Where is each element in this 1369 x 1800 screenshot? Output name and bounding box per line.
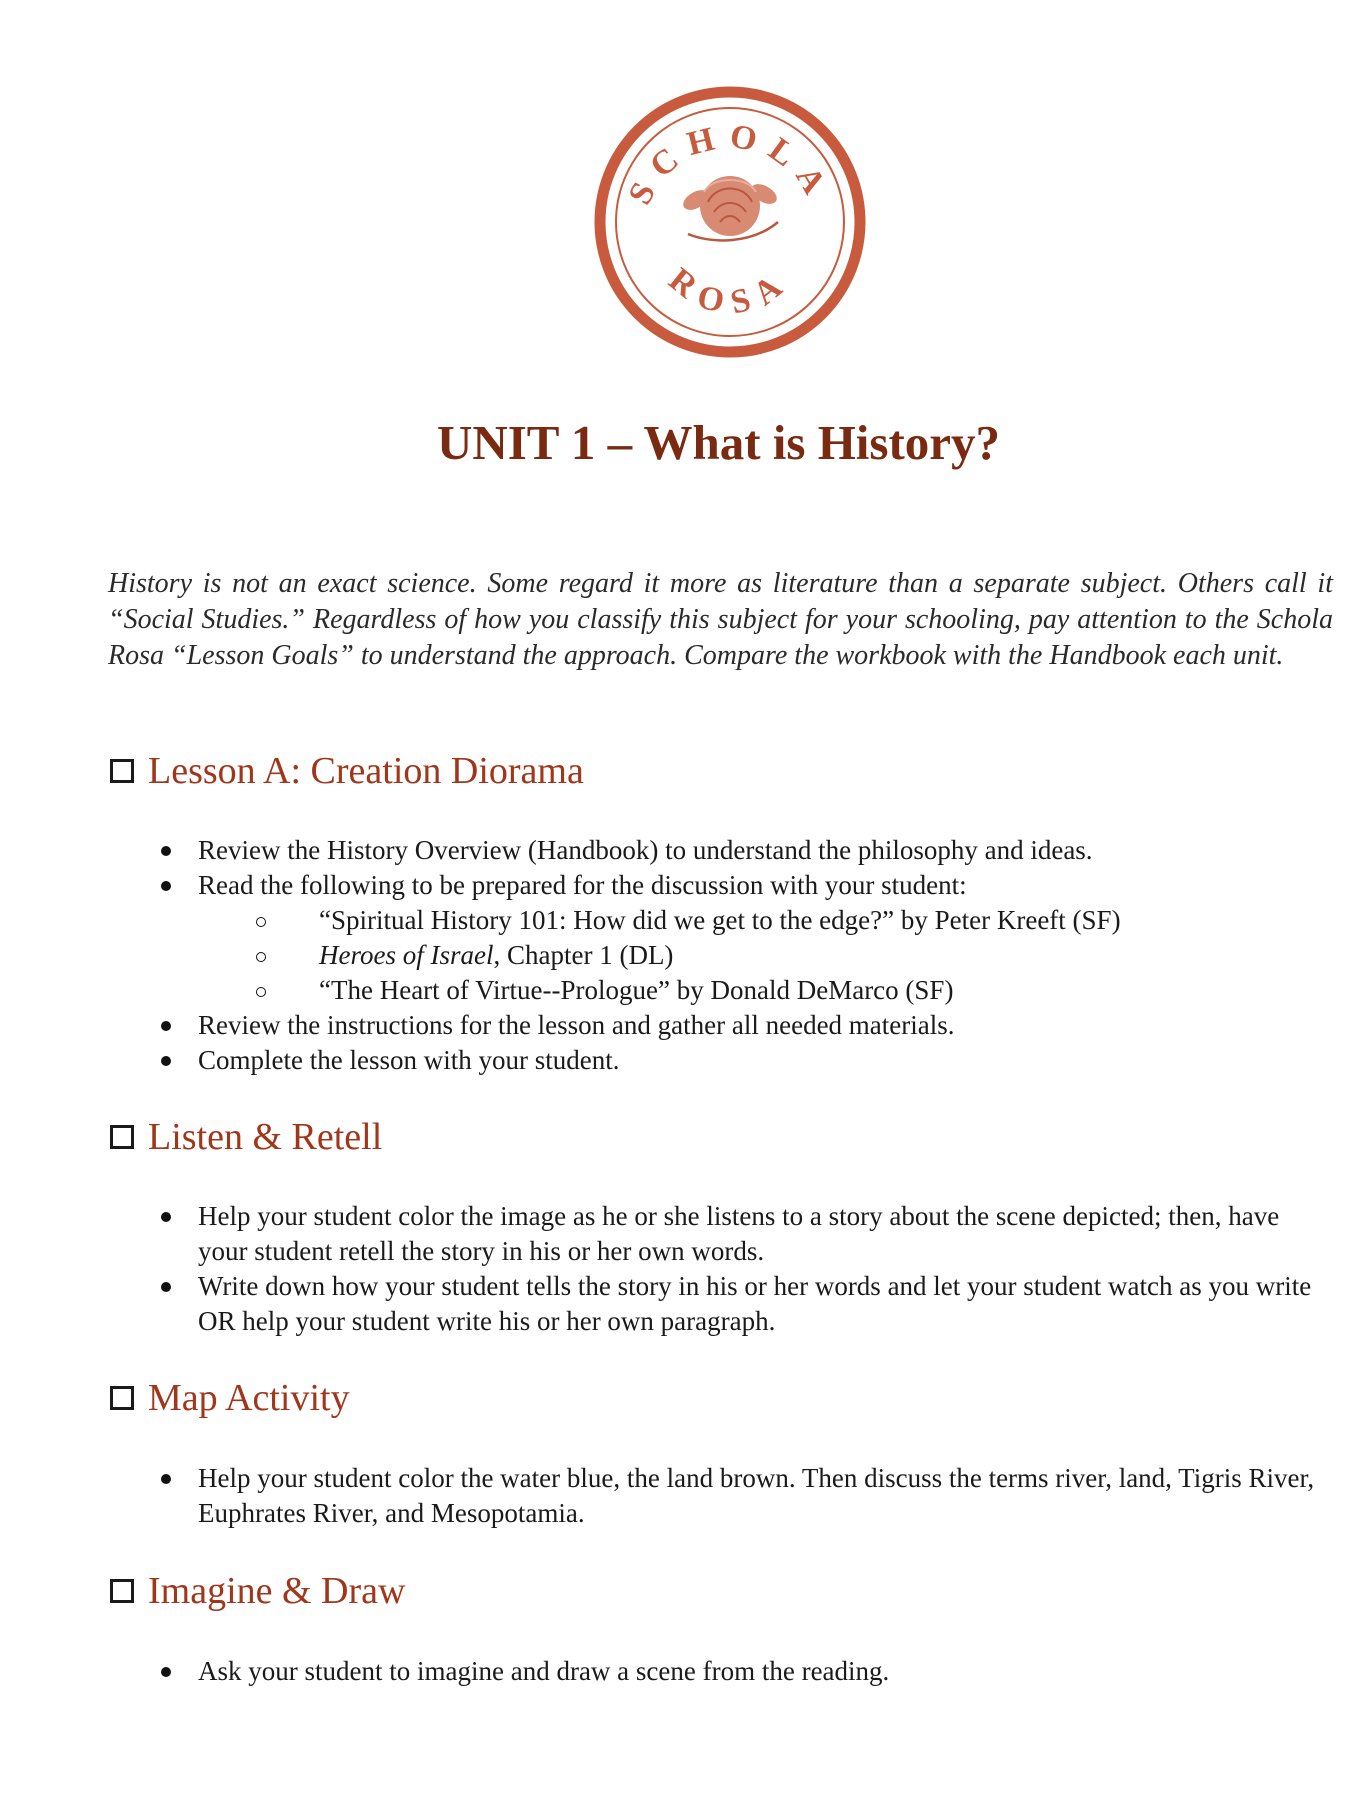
page-title: UNIT 1 – What is History? xyxy=(436,415,1001,470)
logo-bottom-text: ROSA xyxy=(661,261,799,323)
list-item: Help your student color the water blue, the land brown. Then discuss the terms river, land, Tigris River, Euphrates River, and Mesopotamia. xyxy=(0,1461,1333,1531)
sub-list-item: Heroes of Israel, Chapter 1 (DL) xyxy=(0,938,1369,973)
logo-top-text: SCHOLA xyxy=(621,117,839,211)
list-item: Review the History Overview (Handbook) to understand the philosophy and ideas. xyxy=(0,833,1333,868)
section-heading-map-activity xyxy=(110,1379,350,1417)
list-item: Read the following to be prepared for the discussion with your student: xyxy=(0,868,1333,903)
section-heading-imagine-draw xyxy=(110,1572,405,1610)
schola-rosa-logo xyxy=(592,84,868,360)
listen-retell-list xyxy=(0,1199,1369,1339)
section-heading-lesson-a xyxy=(110,752,584,790)
rose-icon xyxy=(680,176,780,240)
imagine-draw-list xyxy=(0,1654,1369,1689)
section-heading-label: Map Activity xyxy=(148,1377,350,1419)
list-item: Write down how your student tells the story in his or her words and let your student watch as you write OR help your student write his or her own paragraph. xyxy=(0,1269,1333,1339)
list-item: Help your student color the image as he or she listens to a story about the scene depicted; then, have your student retell the story in his or her own words. xyxy=(0,1199,1333,1269)
checkbox-icon[interactable] xyxy=(110,759,134,783)
checkbox-icon[interactable] xyxy=(110,1386,134,1410)
sub-list-item: “Spiritual History 101: How did we get to the edge?” by Peter Kreeft (SF) xyxy=(0,903,1369,938)
list-item: Complete the lesson with your student. xyxy=(0,1043,1333,1078)
checkbox-icon[interactable] xyxy=(110,1125,134,1149)
sub-list-item: “The Heart of Virtue--Prologue” by Donald DeMarco (SF) xyxy=(0,973,1369,1008)
section-heading-listen-retell xyxy=(110,1118,382,1156)
section-heading-label: Lesson A: Creation Diorama xyxy=(148,750,584,792)
section-heading-label: Imagine & Draw xyxy=(148,1570,406,1612)
checkbox-icon[interactable] xyxy=(110,1579,134,1603)
section-heading-label: Listen & Retell xyxy=(148,1116,383,1158)
lesson-a-list xyxy=(0,833,1369,1078)
intro-paragraph: History is not an exact science. Some regard it more as literature than a separate subject. Others call it “Social Studies.” Regardless of how you classify this subject for your schooling, pay attention to the Schola Rosa “Lesson Goals” to understand the approach. Compare the workbook with the Handbook each unit. xyxy=(108,568,1333,671)
list-item: Review the instructions for the lesson and gather all needed materials. xyxy=(0,1008,1333,1043)
book-title: Heroes of Israel xyxy=(319,940,494,970)
map-activity-list xyxy=(0,1461,1369,1531)
list-item: Ask your student to imagine and draw a scene from the reading. xyxy=(0,1654,1333,1689)
